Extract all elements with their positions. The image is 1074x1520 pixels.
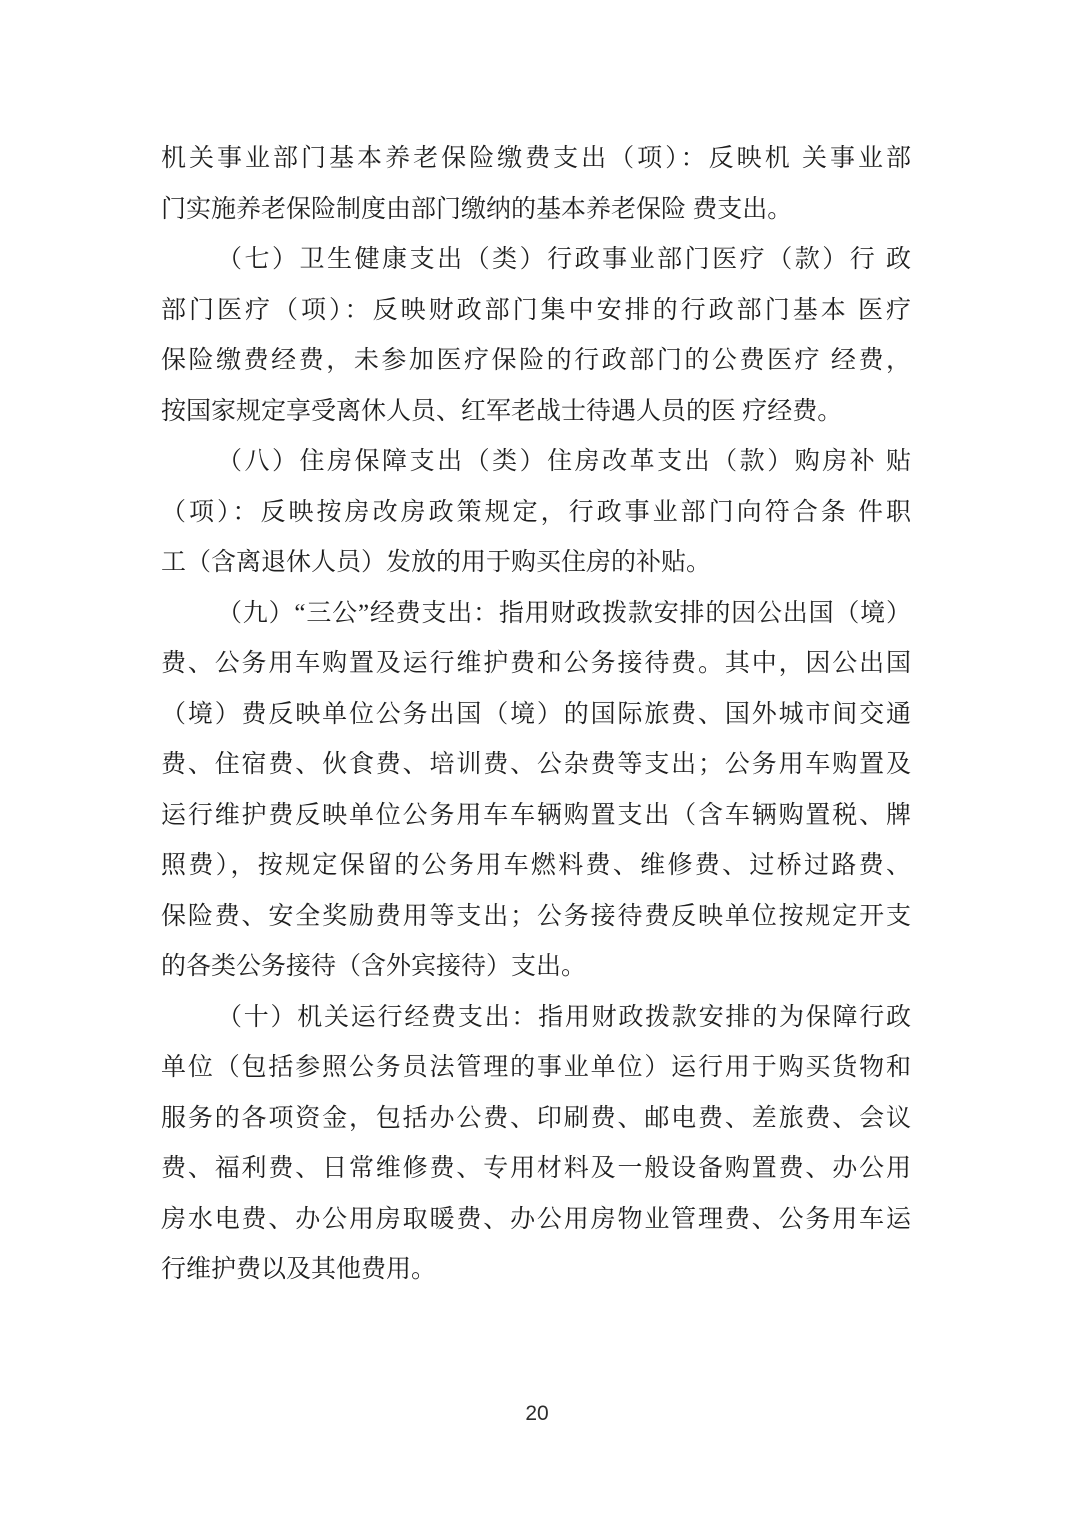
text-line: 按国家规定享受离休人员、红军老战士待遇人员的医 疗经费。: [161, 397, 843, 425]
text-line: 运行维护费反映单位公务用车车辆购置支出（含车辆购置税、牌: [161, 801, 911, 829]
text-line: 费、住宿费、伙食费、培训费、公杂费等支出；公务用车购置及: [161, 751, 911, 778]
text-line: 的各类公务接待（含外宾接待）支出。: [161, 953, 587, 980]
text-line: 服务的各项资金，包括办公费、印刷费、邮电费、差旅费、会议: [161, 1104, 911, 1132]
text-line: 房水电费、办公用房取暖费、办公用房物业管理费、公务用车运: [161, 1205, 911, 1233]
text-line: 保险缴费经费，未参加医疗保险的行政部门的公费医疗 经费，: [161, 347, 911, 374]
paragraph-agency-operating-funds: [161, 993, 911, 1296]
text-line: 部门医疗（项）：反映财政部门集中安排的行政部门基本 医疗: [161, 296, 911, 324]
text-line: 费、公务用车购置及运行维护费和公务接待费。其中，因公出国: [161, 650, 911, 677]
text-line: （九）“三公”经费支出：指用财政拨款安排的因公出国（境）: [217, 599, 911, 627]
paragraph-health-expenditure: [161, 235, 911, 437]
text-line: 照费），按规定保留的公务用车燃料费、维修费、过桥过路费、: [161, 852, 911, 879]
text-line: 保险费、安全奖励费用等支出；公务接待费反映单位按规定开支: [161, 902, 911, 930]
paragraph-three-public-funds: [161, 589, 911, 993]
text-line: 机关事业部门基本养老保险缴费支出（项）：反映机 关事业部: [161, 145, 911, 172]
text-line: （境）费反映单位公务出国（境）的国际旅费、国外城市间交通: [161, 700, 911, 728]
text-line: 门实施养老保险制度由部门缴纳的基本养老保险 费支出。: [161, 195, 793, 223]
text-line: 单位（包括参照公务员法管理的事业单位）运行用于购买货物和: [161, 1054, 911, 1081]
page-number: 20: [525, 1402, 549, 1425]
text-line: 行维护费以及其他费用。: [161, 1256, 437, 1283]
text-line: 工（含离退休人员）发放的用于购买住房的补贴。: [161, 549, 712, 576]
paragraph-housing-expenditure: [161, 437, 911, 589]
page-footer: [0, 1401, 1074, 1427]
text-line: （项）：反映按房改房政策规定，行政事业部门向符合条 件职: [161, 498, 911, 526]
text-line: （十）机关运行经费支出：指用财政拨款安排的为保障行政: [217, 1003, 911, 1031]
document-body: [161, 134, 911, 1296]
text-line: 费、福利费、日常维修费、专用材料及一般设备购置费、办公用: [161, 1155, 911, 1182]
text-line: （八）住房保障支出（类）住房改革支出（款）购房补 贴: [217, 448, 911, 475]
text-line: （七）卫生健康支出（类）行政事业部门医疗（款）行 政: [217, 246, 911, 273]
paragraph-pension-continuation: [161, 134, 911, 235]
